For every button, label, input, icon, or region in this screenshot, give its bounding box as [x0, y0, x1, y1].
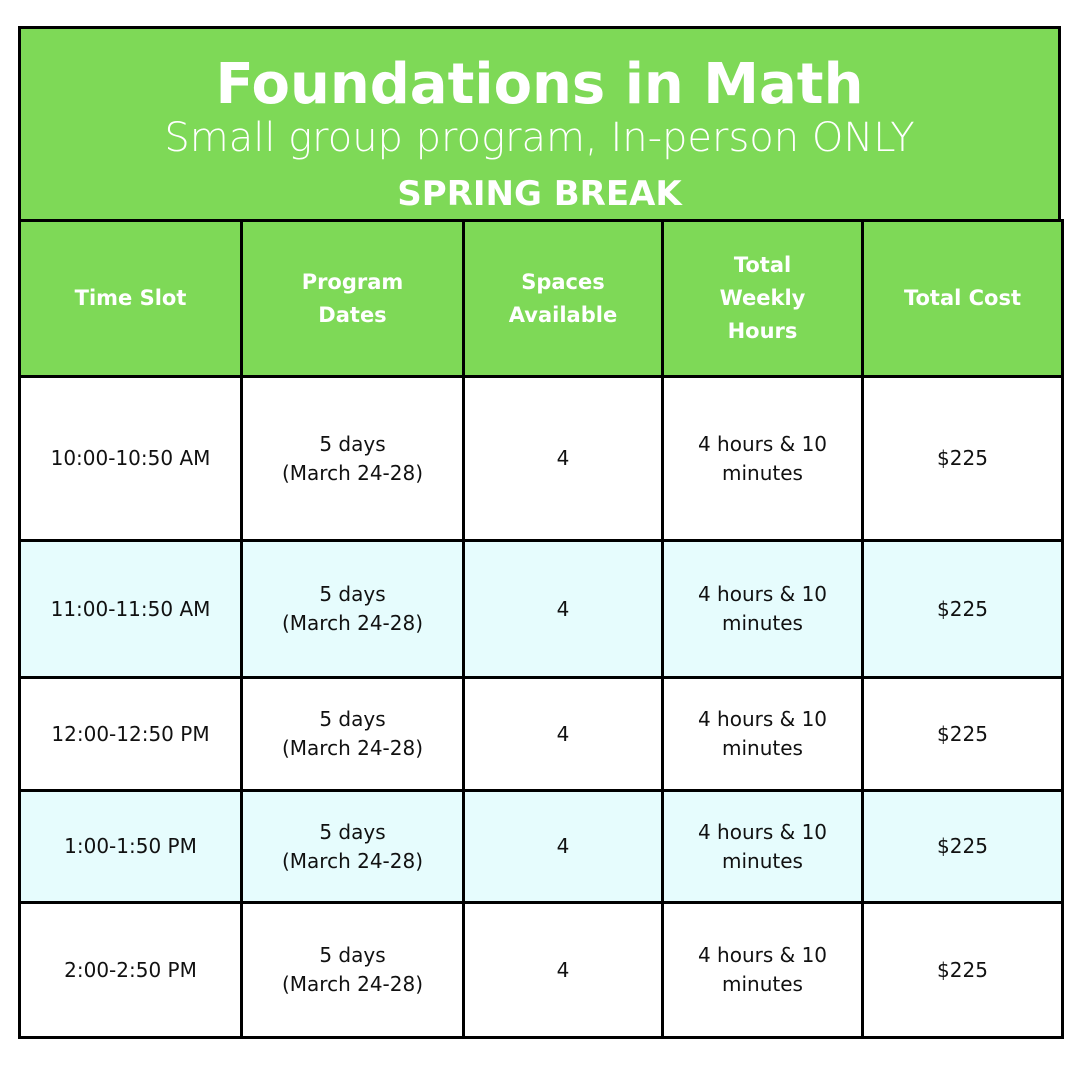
table-row: [20, 678, 1063, 791]
page-title: Foundations in Math: [215, 52, 864, 117]
column-header-spaces-available: Spaces Available: [464, 221, 663, 377]
weekly-hours-cell: 4 hours & 10 minutes: [663, 791, 863, 903]
spaces-available-cell: 4: [464, 377, 663, 541]
column-header-total-weekly-hours: Total Weekly Hours: [663, 221, 863, 377]
time-slot-cell: 11:00-11:50 AM: [20, 541, 242, 678]
table-row: [20, 541, 1063, 678]
program-dates-cell: 5 days (March 24-28): [242, 377, 464, 541]
schedule-sheet: [18, 26, 1061, 1038]
total-cost-cell: $225: [863, 791, 1063, 903]
title-banner: [18, 26, 1061, 219]
time-slot-cell: 12:00-12:50 PM: [20, 678, 242, 791]
column-header-time-slot: Time Slot: [20, 221, 242, 377]
weekly-hours-cell: 4 hours & 10 minutes: [663, 541, 863, 678]
program-dates-cell: 5 days (March 24-28): [242, 541, 464, 678]
column-header-program-dates: Program Dates: [242, 221, 464, 377]
table-row: [20, 791, 1063, 903]
total-cost-cell: $225: [863, 678, 1063, 791]
column-header-total-cost: Total Cost: [863, 221, 1063, 377]
spaces-available-cell: 4: [464, 678, 663, 791]
table-row: [20, 377, 1063, 541]
weekly-hours-cell: 4 hours & 10 minutes: [663, 903, 863, 1038]
season-label: SPRING BREAK: [397, 174, 682, 214]
weekly-hours-cell: 4 hours & 10 minutes: [663, 377, 863, 541]
time-slot-cell: 10:00-10:50 AM: [20, 377, 242, 541]
time-slot-cell: 1:00-1:50 PM: [20, 791, 242, 903]
time-slot-cell: 2:00-2:50 PM: [20, 903, 242, 1038]
table-row: [20, 903, 1063, 1038]
spaces-available-cell: 4: [464, 903, 663, 1038]
total-cost-cell: $225: [863, 377, 1063, 541]
program-dates-cell: 5 days (March 24-28): [242, 791, 464, 903]
total-cost-cell: $225: [863, 541, 1063, 678]
program-dates-cell: 5 days (March 24-28): [242, 678, 464, 791]
header-row: [20, 221, 1063, 377]
program-dates-cell: 5 days (March 24-28): [242, 903, 464, 1038]
weekly-hours-cell: 4 hours & 10 minutes: [663, 678, 863, 791]
schedule-table: [18, 219, 1064, 1039]
spaces-available-cell: 4: [464, 541, 663, 678]
spaces-available-cell: 4: [464, 791, 663, 903]
total-cost-cell: $225: [863, 903, 1063, 1038]
page-subtitle: Small group program, In-person ONLY: [164, 115, 915, 161]
